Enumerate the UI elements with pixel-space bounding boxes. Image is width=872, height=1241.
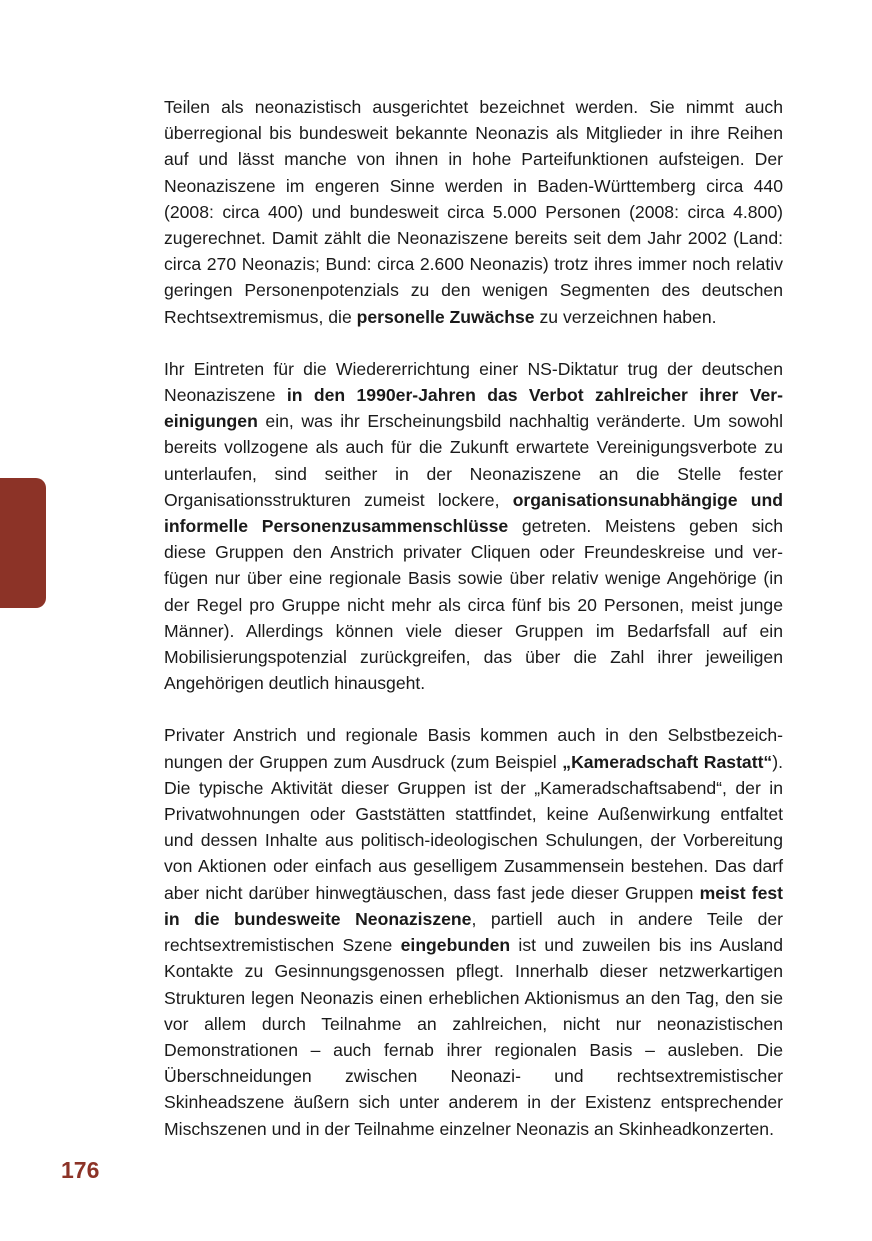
paragraph-2-bold-personenzusammenschluesse: organisationsunabhängige und informelle Personenzusammenschlüsse [164, 489, 783, 537]
paragraph-1-bold-personelle-zuwaechse: personelle Zuwächse [356, 306, 535, 327]
paragraph-2-segment-5: getreten. Meistens geben sich diese Gruppen den Anstrich privater Cliquen oder Freundeskreise und verfügen nur über eine regionale Basis sowie über relativ wenige Angehörige (in der Regel pro Gruppe nicht mehr als circa fünf bis 20 Personen, meist junge Männer). Allerdings können viele dieser Gruppen im Bedarfsfall auf ein Mobilisierungspotenzial zurückgreifen, das über die Zahl ihrer jeweiligen Angehörigen deutlich hinausgeht. [164, 516, 783, 694]
paragraph-1-segment-1: Teilen als neonazistisch ausgerichtet bezeichnet werden. Sie nimmt auch überregional bis bundesweit bekannte Neonazis als Mitglieder in ihre Reihen auf und lässt manche von ihnen in hohe Parteifunktionen aufsteigen. Der Neonaziszene im engeren Sinne werden in Baden-Württemberg circa 440 (2008: circa 400) und bundesweit circa 5.000 Personen (2008: circa 4.800) zugerechnet. Damit zählt die Neonaziszene bereits seit dem Jahr 2002 (Land: circa 270 Neonazis; Bund: circa 2.600 Neonazis) trotz ihres immer noch relativ geringen Personenpotenzials zu den wenigen Segmenten des deutschen Rechtsextremismus, die [164, 97, 783, 327]
paragraph-3-segment-1: Privater Anstrich und regionale Basis kommen auch in den Selbstbezeichnungen der Gruppen zum Ausdruck (zum Beispiel [164, 725, 783, 772]
paragraph-3-segment-7: ist und zuweilen bis ins Ausland Kontakte zu Gesinnungsgenossen pflegt. Innerhalb dieser netzwerkartigen Strukturen legen Neonazis einen erheblichen Aktionismus an den Tag, den sie vor allem durch Teilnahme an zahlreichen, nicht nur neonazistischen Demonstrationen – auch fernab ihrer regionalen Basis – ausleben. Die Überschneidungen zwischen Neonazi- und rechtsextremistischer Skinheadszene äußern sich unter anderem in der Existenz entsprechender Mischszenen und in der Teilnahme einzelner Neonazis an Skinheadkonzerten. [164, 935, 783, 1139]
paragraph-2-bold-verbot: in den 1990er-Jahren das Verbot zahlreicher ihrer Vereinigungen [164, 385, 783, 432]
paragraph-3-segment-3: ). Die typische Aktivität dieser Gruppen ist der „Kameradschaftsabend“, der in Privatwohnungen oder Gaststätten stattfindet, keine Außenwirkung entfaltet und dessen Inhalte aus politisch-ideologischen Schulungen, der Vorbereitung von Aktionen oder einfach aus geselligem Zusammensein bestehen. Das darf aber nicht darüber hinwegtäuschen, dass fast jede dieser Gruppen [164, 751, 783, 903]
paragraph-1-segment-3: zu verzeichnen haben. [534, 306, 717, 327]
paragraph-2-segment-3: ein, was ihr Erscheinungsbild nachhaltig veränderte. Um sowohl bereits vollzogene als auch für die Zukunft erwartete Vereinigungsverbote zu unterlaufen, sind seither in der Neonaziszene an die Stelle fester Organisationsstrukturen zumeist lockere, [164, 411, 783, 510]
paragraph-3-bold-kameradschaft-rastatt: „Kameradschaft Rastatt“ [562, 751, 773, 772]
paragraph-3 [164, 722, 783, 1141]
body-text [164, 94, 783, 1168]
chapter-tab-marker [0, 478, 46, 608]
paragraph-2 [164, 356, 783, 697]
page-number: 176 [61, 1157, 100, 1183]
paragraph-1 [164, 94, 783, 330]
paragraph-2-segment-1: Ihr Eintreten für die Wiedererrichtung einer NS-Diktatur trug der deutschen Neonaziszene [164, 358, 783, 406]
paragraph-3-bold-neonaziszene: meist fest in die bundesweite Neonaziszene [164, 882, 783, 929]
paragraph-3-bold-eingebunden: eingebunden [400, 935, 511, 956]
paragraph-3-segment-5: , partiell auch in andere Teile der rechtsextremistischen Szene [164, 908, 783, 956]
